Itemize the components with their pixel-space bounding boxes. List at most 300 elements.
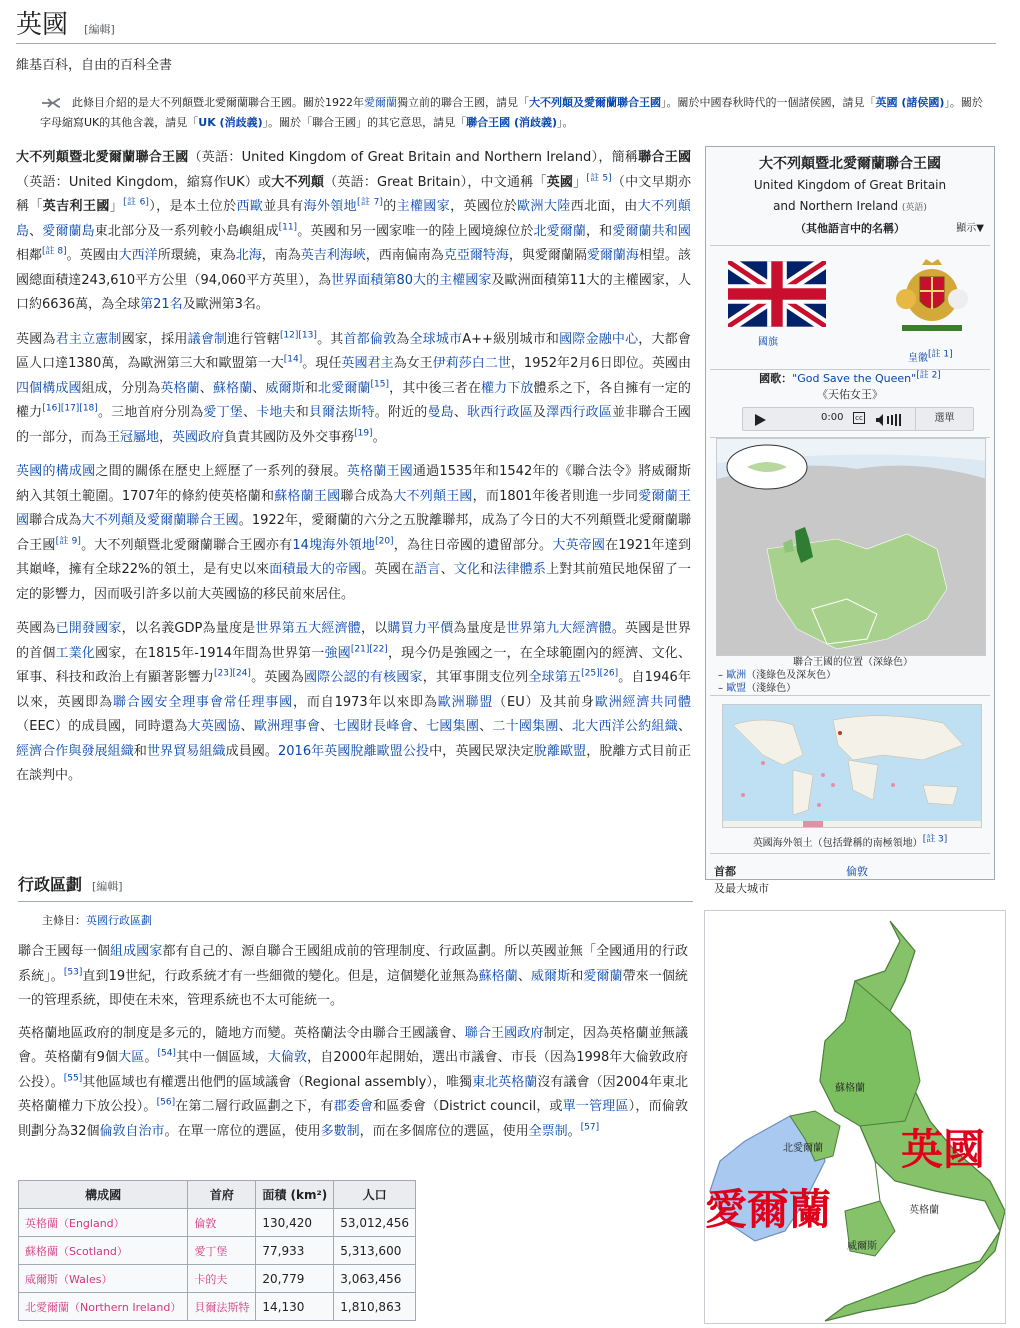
article-link[interactable]: 北愛爾蘭 [318,380,371,396]
text-run: 」。關於字母縮寫UK的其他含義，請見「 [40,96,983,129]
article-link[interactable]: 首都 [343,331,370,347]
eu-link[interactable]: 歐盟 [726,683,747,694]
article-link[interactable]: 聯合王國 (消歧義) [466,116,557,129]
europe-link[interactable]: 歐洲 [726,670,747,681]
section-heading: 行政區劃 [編輯] [18,872,693,902]
bold-text: 大不列顛暨北愛爾蘭聯合王國 [16,150,189,165]
article-link[interactable]: 購買力平價 [387,621,454,636]
text-run: ，以 [361,621,388,636]
article-link[interactable]: 英國的構成國 [16,464,96,479]
table-cell[interactable]: 愛丁堡 [188,1237,256,1265]
flag-coa-row [706,255,994,367]
text-run: 聯合成為 [340,488,394,504]
text-run: ，其中後三者在 [389,380,482,396]
table-cell: 1,810,863 [334,1293,416,1321]
article-link[interactable]: 大英帝國 [552,537,606,553]
text-run: 其他區域也有權選出他們的區域議會（Regional assembly），唯獨 [82,1074,473,1090]
text-run: 聯合成為 [29,513,82,528]
admin-section-body [18,940,688,1152]
text-run: 通過1535年和1542年的《聯合法令》將威爾斯納入其領土範圍。1707年的條約使英格蘭和 [16,464,691,504]
article-link[interactable]: 大英國協 [187,719,241,734]
article-link[interactable]: 權力下放 [481,380,534,396]
article-link[interactable]: 威爾斯 [530,968,571,984]
table-cell: 130,420 [256,1209,334,1237]
text-run: 為 [396,331,410,347]
bold-text: 英國 [546,174,574,190]
text-run: 並具有 [263,199,304,214]
table-cell[interactable]: 威爾斯（Wales） [19,1265,188,1293]
text-run: 英國為 [16,331,56,347]
text-run: 直到19世紀，行政系統才有一些細微的變化。但是，這個變化並無為 [82,968,479,984]
reference-link[interactable]: [註 8] [42,246,67,257]
text-run: 、 [517,968,531,984]
article-link[interactable]: 澤西行政區 [546,405,612,420]
article-link[interactable]: 四個構成國 [16,380,82,396]
text-run: 成員國。 [225,743,278,759]
reference-link[interactable]: [15] [370,379,389,390]
coa-caption[interactable]: 皇徽[註 1] [908,349,953,364]
article-link[interactable]: 全票制 [528,1123,568,1139]
article-link[interactable]: 愛爾蘭共和國 [612,223,691,239]
text-run: 。1922年，愛爾蘭的六分之五脫離聯邦，成為了今日的大不列顛暨北愛爾蘭聯合王國 [16,513,691,553]
text-run: 、 [412,719,427,734]
reference-link[interactable]: [53] [63,967,83,978]
article-link[interactable]: 倫敦自治市 [99,1123,165,1139]
text-run: A++級別城市和 [462,331,560,347]
article-link[interactable]: 國際金融中心 [559,331,639,347]
article-link[interactable]: 卡地夫 [256,405,296,420]
europe-location-map[interactable] [716,438,986,656]
text-run: 及歐洲面積第11大的主權國家，人口約6636萬，為全球 [16,272,692,312]
article-link[interactable]: 第21名 [140,297,183,312]
article-link[interactable]: 歐洲聯盟 [437,694,494,710]
paragraph [18,1022,688,1145]
other-names-toggle[interactable]: （其他語言中的名稱） 顯示▼ [706,219,994,239]
article-link[interactable]: 愛爾蘭 [583,968,623,984]
table-cell: 5,313,600 [334,1237,416,1265]
text-run: 英格蘭地區政府的制度是多元的，隨地方而變。英格蘭法令由聯合王國議會、 [18,1025,465,1041]
article-link[interactable]: 世界貿易組織 [147,743,226,759]
text-run: 東北部分及一系列較小島嶼組成 [94,223,279,239]
table-row [19,1293,416,1321]
audio-player[interactable] [742,407,974,431]
article-link[interactable]: 大不列顛王國 [393,488,473,504]
text-run: 相望。該國總面積達243,610平方公里（94,060平方英里），為 [16,248,691,288]
text-run: ，以名義GDP為量度是 [121,621,256,636]
text-run: 、 [320,719,334,734]
reference-link[interactable]: [21][22] [350,644,388,655]
text-run: 、 [252,380,266,396]
wales-label: 威爾斯 [847,1241,877,1252]
article-link[interactable]: 耿西行政區 [467,405,533,420]
table-header: 構成國 [19,1181,188,1209]
text-run: （英語：United Kingdom，縮寫作UK）或 [16,174,272,190]
text-run: 進行管轄 [227,331,280,347]
text-run: ，其軍事開支位列 [422,670,529,685]
article-link[interactable]: 愛丁堡 [203,405,243,420]
article-link[interactable]: 經濟合作與發展組織 [16,743,134,759]
text-run: 英國為 [16,621,56,636]
text-run: 之間的關係在歷史上經歷了一系列的發展。 [95,464,347,479]
england-label: 英格蘭 [909,1205,939,1216]
article-link[interactable]: 主權國家 [396,199,451,214]
text-run: 和 [295,405,309,420]
text-run: 、 [199,380,213,396]
article-link[interactable]: 世界第五大經濟體 [255,621,361,636]
text-run: 。自1946年以來，英國即為 [16,670,691,710]
constituent-countries-table [18,1180,416,1321]
article-link[interactable]: 倫敦 [369,331,397,347]
scotland-label: 蘇格蘭 [835,1083,865,1094]
article-link[interactable]: 貝爾法斯特 [308,405,375,420]
text-run: 相鄰 [16,248,43,263]
text-run: ），是本土位於 [148,199,237,214]
article-link[interactable]: 面積最大的帝國 [269,562,362,577]
article-link[interactable]: 英國君主 [341,356,394,371]
northern-ireland-label: 北愛爾蘭 [783,1143,823,1154]
article-link[interactable]: 英格蘭王國 [346,464,413,479]
text-run: 、 [453,405,468,420]
hatnote [40,93,985,133]
edit-link[interactable]: [編輯] [84,23,115,36]
text-run: 組成，分別為 [81,380,161,396]
article-link[interactable]: 大不列顛島 [16,199,691,239]
table-header: 面積 (km²) [256,1181,334,1209]
article-link[interactable]: 工業化 [55,645,96,661]
text-run: 。其 [316,331,344,347]
text-run: ， [159,429,173,445]
text-run: ，英國位於 [450,199,518,214]
text-run: 在1921年達到其巔峰，擁有全球22%的領土，是有史以來 [16,537,691,577]
article-link[interactable]: 全球第五 [528,670,582,685]
table-header: 人口 [334,1181,416,1209]
article-link[interactable]: 大西洋 [118,248,158,263]
text-run: 西北面，由 [570,199,638,214]
captions-icon[interactable]: cc [853,412,865,424]
table-cell[interactable]: 卡的夫 [188,1265,256,1293]
reference-link[interactable]: [註 9] [55,536,81,547]
text-run: ，西南偏南為 [365,248,444,263]
paragraph [16,146,691,318]
infobox-english-name: United Kingdom of Great Britain and Northern Ireland (英語) [753,178,947,213]
territories-caption: 英國海外領土（包括聲稱的南極領地）[註 3] [752,834,948,849]
text-run: 、 [677,719,691,734]
article-link[interactable]: 英吉利海峽 [300,248,366,263]
reference-link[interactable]: [11] [278,222,298,233]
text-run: ），而倫敦則劃分為32個 [18,1099,688,1139]
article-link[interactable]: 歐洲理事會 [253,719,321,734]
article-link[interactable]: 二十國集團 [492,719,559,734]
text-run: 、 [479,719,493,734]
article-link[interactable]: 七國集團 [426,719,480,734]
reference-link[interactable]: [16][17][18] [42,403,98,414]
article-link[interactable]: 愛爾蘭王國 [16,488,691,528]
reference-link[interactable]: [19] [354,428,373,439]
text-run: 和 [570,968,584,984]
article-link[interactable]: 愛爾蘭島 [42,223,95,239]
text-run: 、 [29,223,43,239]
reference-link[interactable]: [20] [375,536,394,547]
text-run: 。英國在 [361,562,415,577]
text-run: 。英國是世界的首個 [16,621,691,661]
text-run: 上對其前殖民地保留了一定的影響力，因而吸引許多以前大英國協的移民前來居住。 [16,562,691,602]
text-run: 」 [573,174,587,190]
text-run: ，而1801年後者則進一步同 [472,488,639,504]
text-run: 。英國和另一國家唯一的陸上國境線位於 [297,223,534,239]
table-cell[interactable]: 蘇格蘭（Scotland） [19,1237,188,1265]
article-link[interactable]: 愛爾蘭 [364,96,397,109]
table-cell: 53,012,456 [334,1209,416,1237]
text-run: 所環繞，東為 [157,248,236,263]
text-run: 。 [144,1050,158,1065]
article-link[interactable]: 克亞爾特海 [443,248,509,263]
article-link[interactable]: 全球城市 [409,331,463,347]
world-map-svg [723,705,982,828]
reference-link[interactable]: [14] [283,354,303,365]
article-link[interactable]: 蘇格蘭 [478,968,518,984]
article-link[interactable]: 歐洲經濟共同體 [594,694,691,710]
text-run: 。 [567,1123,581,1139]
table-row [19,1265,416,1293]
text-run: 獨立前的聯合王國，請見「 [397,96,529,109]
reference-link[interactable]: [25][26] [581,668,619,679]
article-link[interactable]: 聯合國安全理事會常任理事國 [112,694,294,710]
article-link[interactable]: 聯合王國政府 [464,1025,544,1041]
text-run: ，南為 [261,248,301,263]
main-article-link[interactable]: 英國行政區劃 [86,914,152,927]
article-link[interactable]: 郡委會 [333,1099,374,1114]
overseas-territories-map[interactable] [722,704,982,828]
europe-map-svg [717,439,986,656]
reference-link[interactable]: [註 7] [357,197,383,208]
disambiguation-icon [40,97,62,109]
audio-time: 0:00 [821,412,844,423]
table-cell: 14,130 [256,1293,334,1321]
text-run: 其中一個區域， [175,1050,268,1065]
text-run: 和區委會（District council，或 [373,1099,563,1114]
main-article-note: 主條目：英國行政區劃 [42,914,152,927]
text-run: 。現任 [302,356,342,371]
article-link[interactable]: 世界第九大經濟體 [506,621,612,636]
text-run: 和 [304,380,318,396]
article-link[interactable]: 蘇格蘭王國 [274,488,341,504]
volume-icon[interactable] [875,413,907,427]
text-run: 。 [372,429,386,445]
table-cell[interactable]: 英格蘭（England） [19,1209,188,1237]
text-run: ，而在多個席位的選區，使用 [359,1123,529,1139]
text-run: ，和 [586,223,613,239]
page-header [16,8,996,44]
text-run: 。英國為 [250,670,304,685]
tagline: 維基百科，自由的百科全書 [16,58,173,73]
article-link[interactable]: 文化 [453,562,481,577]
article-body [16,146,691,799]
text-run: 」。關於中國春秋時代的一個諸侯國，請見「 [661,96,876,109]
text-run: ，脫離方式目前正在談判中。 [16,743,691,783]
reference-link[interactable]: [57] [580,1122,600,1133]
table-cell[interactable]: 北愛爾蘭（Northern Ireland） [19,1293,188,1321]
text-run: 」。關於「聯合王國」的其它意思，請見「 [262,116,467,129]
text-run: ，現今仍是強國之一，在全球範圍內的經濟、文化、軍事、科技和政治上有顯著影響力 [16,645,691,685]
text-run: ，自2000年起開始，選出市議會、市長（因為1998年大倫敦政府公投）。 [18,1050,688,1090]
table-header: 首府 [188,1181,256,1209]
text-run: 沒有議會（因2004年東北英格蘭權力下放公投）。 [18,1074,688,1114]
article-link[interactable]: 英國政府 [172,429,225,445]
article-link[interactable]: 2016年英國脫離歐盟公投 [278,743,430,759]
text-run: ，1952年2月6日即位。英國由 [510,356,691,371]
page-title: 英國 [16,10,69,40]
article-link[interactable]: 大不列顛及愛爾蘭聯合王國 [529,96,661,109]
text-run: 國家，採用 [121,331,188,347]
article-link[interactable]: 國際公認的有核國家 [303,670,423,685]
reference-link[interactable]: [註 6] [123,197,149,208]
text-run: 」 [109,199,124,214]
anthem-link[interactable]: "God Save the Queen" [792,372,917,385]
uk-big-label: 英國 [901,1125,986,1174]
article-link[interactable]: 東北英格蘭 [472,1074,538,1090]
text-run: 制定，因為英格蘭並無議會。英格蘭有9個 [18,1025,688,1065]
paragraph [16,617,691,789]
text-run: 。大不列顛暨北愛爾蘭聯合王國亦有 [80,537,293,553]
article-link[interactable]: 西歐 [236,199,264,214]
article-link[interactable]: 威爾斯 [265,380,305,396]
table-cell[interactable]: 貝爾法斯特 [188,1293,256,1321]
text-run: 、 [240,719,254,734]
audio-menu[interactable]: 選單 [915,408,973,430]
article-link[interactable]: 世界面積第80大的主權國家 [331,272,492,288]
article-link[interactable]: 北海 [235,248,262,263]
text-run: 和 [133,743,147,759]
article-link[interactable]: 七國財長峰會 [333,719,413,734]
text-run: ，而自1973年以來即為 [293,694,438,710]
table-cell[interactable]: 倫敦 [188,1209,256,1237]
reference-link[interactable]: [23][24] [213,668,251,679]
text-run: ，大都會區人口達1380萬，為歐洲第三大和歐盟第一大 [16,331,691,371]
uk-flag[interactable] [728,261,826,327]
text-run: 。三地首府分別為 [97,405,204,420]
paragraph [18,940,688,1014]
text-run: 。英國由 [66,248,119,263]
text-run: ，與愛爾蘭隔 [508,248,587,263]
text-run: 國家，在1815年-1914年間為世界第一 [95,645,325,661]
article-link[interactable]: 王冠屬地 [107,429,160,445]
article-link[interactable]: 已開發國家 [55,621,122,636]
text-run: （EEC）的成員國，同時還為 [16,719,188,734]
text-run: 並非聯合王國的一部分，而為 [16,405,691,445]
article-link[interactable]: 蘇格蘭 [212,380,253,396]
text-run: 」。 [557,116,574,129]
reference-link[interactable]: [註 5] [586,173,612,184]
article-link[interactable]: 法律體系 [493,562,547,577]
coat-of-arms[interactable] [890,255,974,339]
text-run: 在第二層行政區劃之下，有 [175,1099,334,1114]
text-run: 、 [558,719,572,734]
article-link[interactable]: 歐洲大陸 [517,199,571,214]
table-cell: 3,063,456 [334,1265,416,1293]
text-run: 及 [532,405,547,420]
article-link[interactable]: 北大西洋公約組織 [571,719,678,734]
uk-ireland-map[interactable] [704,910,1006,1324]
article-link[interactable]: 君主立憲制 [55,331,122,347]
text-run: （英語：United Kingdom of Great Britain and Northern Ireland），簡稱 [188,150,639,165]
table-row [19,1237,416,1265]
infobox-title: 大不列顛暨北愛爾蘭聯合王國 [759,156,941,172]
table-cell: 77,933 [256,1237,334,1265]
article-link[interactable]: 大區 [118,1050,145,1065]
reference-link[interactable]: [54] [157,1048,176,1059]
article-link[interactable]: 大倫敦 [267,1050,308,1065]
text-run: 負責其國防及外交事務 [224,429,355,445]
paragraph [16,328,691,451]
article-link[interactable]: 14塊海外領地 [292,537,376,553]
anthem: 國歌："God Save the Queen"[註 2] 《天佑女王》 [759,370,941,401]
flag-caption[interactable]: 國旗 [758,337,778,348]
text-run: 帶來一個統一的管理系統，即使在未來，管理系統也不太可能統一。 [18,968,688,1008]
article-link[interactable]: 單一管理區 [562,1099,629,1114]
play-icon[interactable] [753,413,767,427]
text-run: 。附近的 [374,405,428,420]
text-run: 、 [242,405,257,420]
article-link[interactable]: UK (消歧義) [198,116,263,129]
text-run: 都有自己的、源自聯合王國組成前的管理制度、行政區劃。所以英國並無「全國通用的行政系統」。 [18,944,688,984]
reference-link[interactable]: [12][13] [279,330,317,341]
article-link[interactable]: 英國 (諸侯國) [875,96,945,109]
text-run: 及歐洲第3名。 [182,297,269,312]
article-link[interactable]: 曼島 [427,405,454,420]
text-run: 和 [480,562,494,577]
article-link[interactable]: 北愛爾蘭 [533,223,587,239]
text-run: 中，英國民眾決定 [429,743,534,759]
text-run: 體系之下，各自擁有一定的權力 [16,380,691,420]
text-run: 聯合王國每一個 [18,944,110,959]
text-run: （英語：Great Britain），中文通稱「 [324,174,547,190]
bold-text: 聯合王國 [638,150,691,165]
bold-text: 英吉利王國 [42,199,110,214]
article-link[interactable]: 多數制 [320,1123,360,1139]
text-run: 此條目介紹的是大不列顛暨北愛爾蘭聯合王國。關於1922年 [72,96,364,109]
article-link[interactable]: 海外領地 [303,199,358,214]
table-cell: 20,779 [256,1265,334,1293]
article-link[interactable]: 大不列顛及愛爾蘭聯合王國 [81,513,239,528]
bold-text: 大不列顛 [271,174,325,190]
show-toggle[interactable]: 顯示▼ [956,223,984,234]
location-map-caption: 聯合王國的位置（深綠色） – 歐洲（淺綠色及深灰色） – 歐盟（淺綠色） [718,657,913,694]
text-run: 的 [382,199,397,214]
section-edit-link[interactable]: [編輯] [92,880,123,893]
article-link[interactable]: 組成國家 [109,944,163,959]
text-run: ，為往日帝國的遺留部分。 [393,537,553,553]
article-link[interactable]: 強國 [324,645,351,661]
article-link[interactable]: 伊莉莎白二世 [432,356,511,371]
text-run: 為女王 [393,356,433,371]
article-link[interactable]: 脫離歐盟 [533,743,587,759]
text-run: （中文早期亦稱「 [16,174,691,214]
text-run: （EU）及其前身 [493,694,595,710]
article-link[interactable]: 英格蘭 [160,380,200,396]
capital-label: 首都 及最大城市 [714,865,769,895]
reference-link[interactable]: [55] [63,1073,83,1084]
text-run: 。在單一席位的選區，使用 [164,1123,321,1139]
paragraph [16,460,691,607]
text-run: 為量度是 [453,621,507,636]
text-run: 、 [440,562,454,577]
article-link[interactable]: 愛爾蘭海 [586,248,639,263]
table-row [19,1209,416,1237]
article-link[interactable]: 議會制 [187,331,228,347]
capital-value[interactable]: 倫敦 [846,865,868,878]
reference-link[interactable]: [56] [156,1097,176,1108]
article-link[interactable]: 語言 [414,562,441,577]
